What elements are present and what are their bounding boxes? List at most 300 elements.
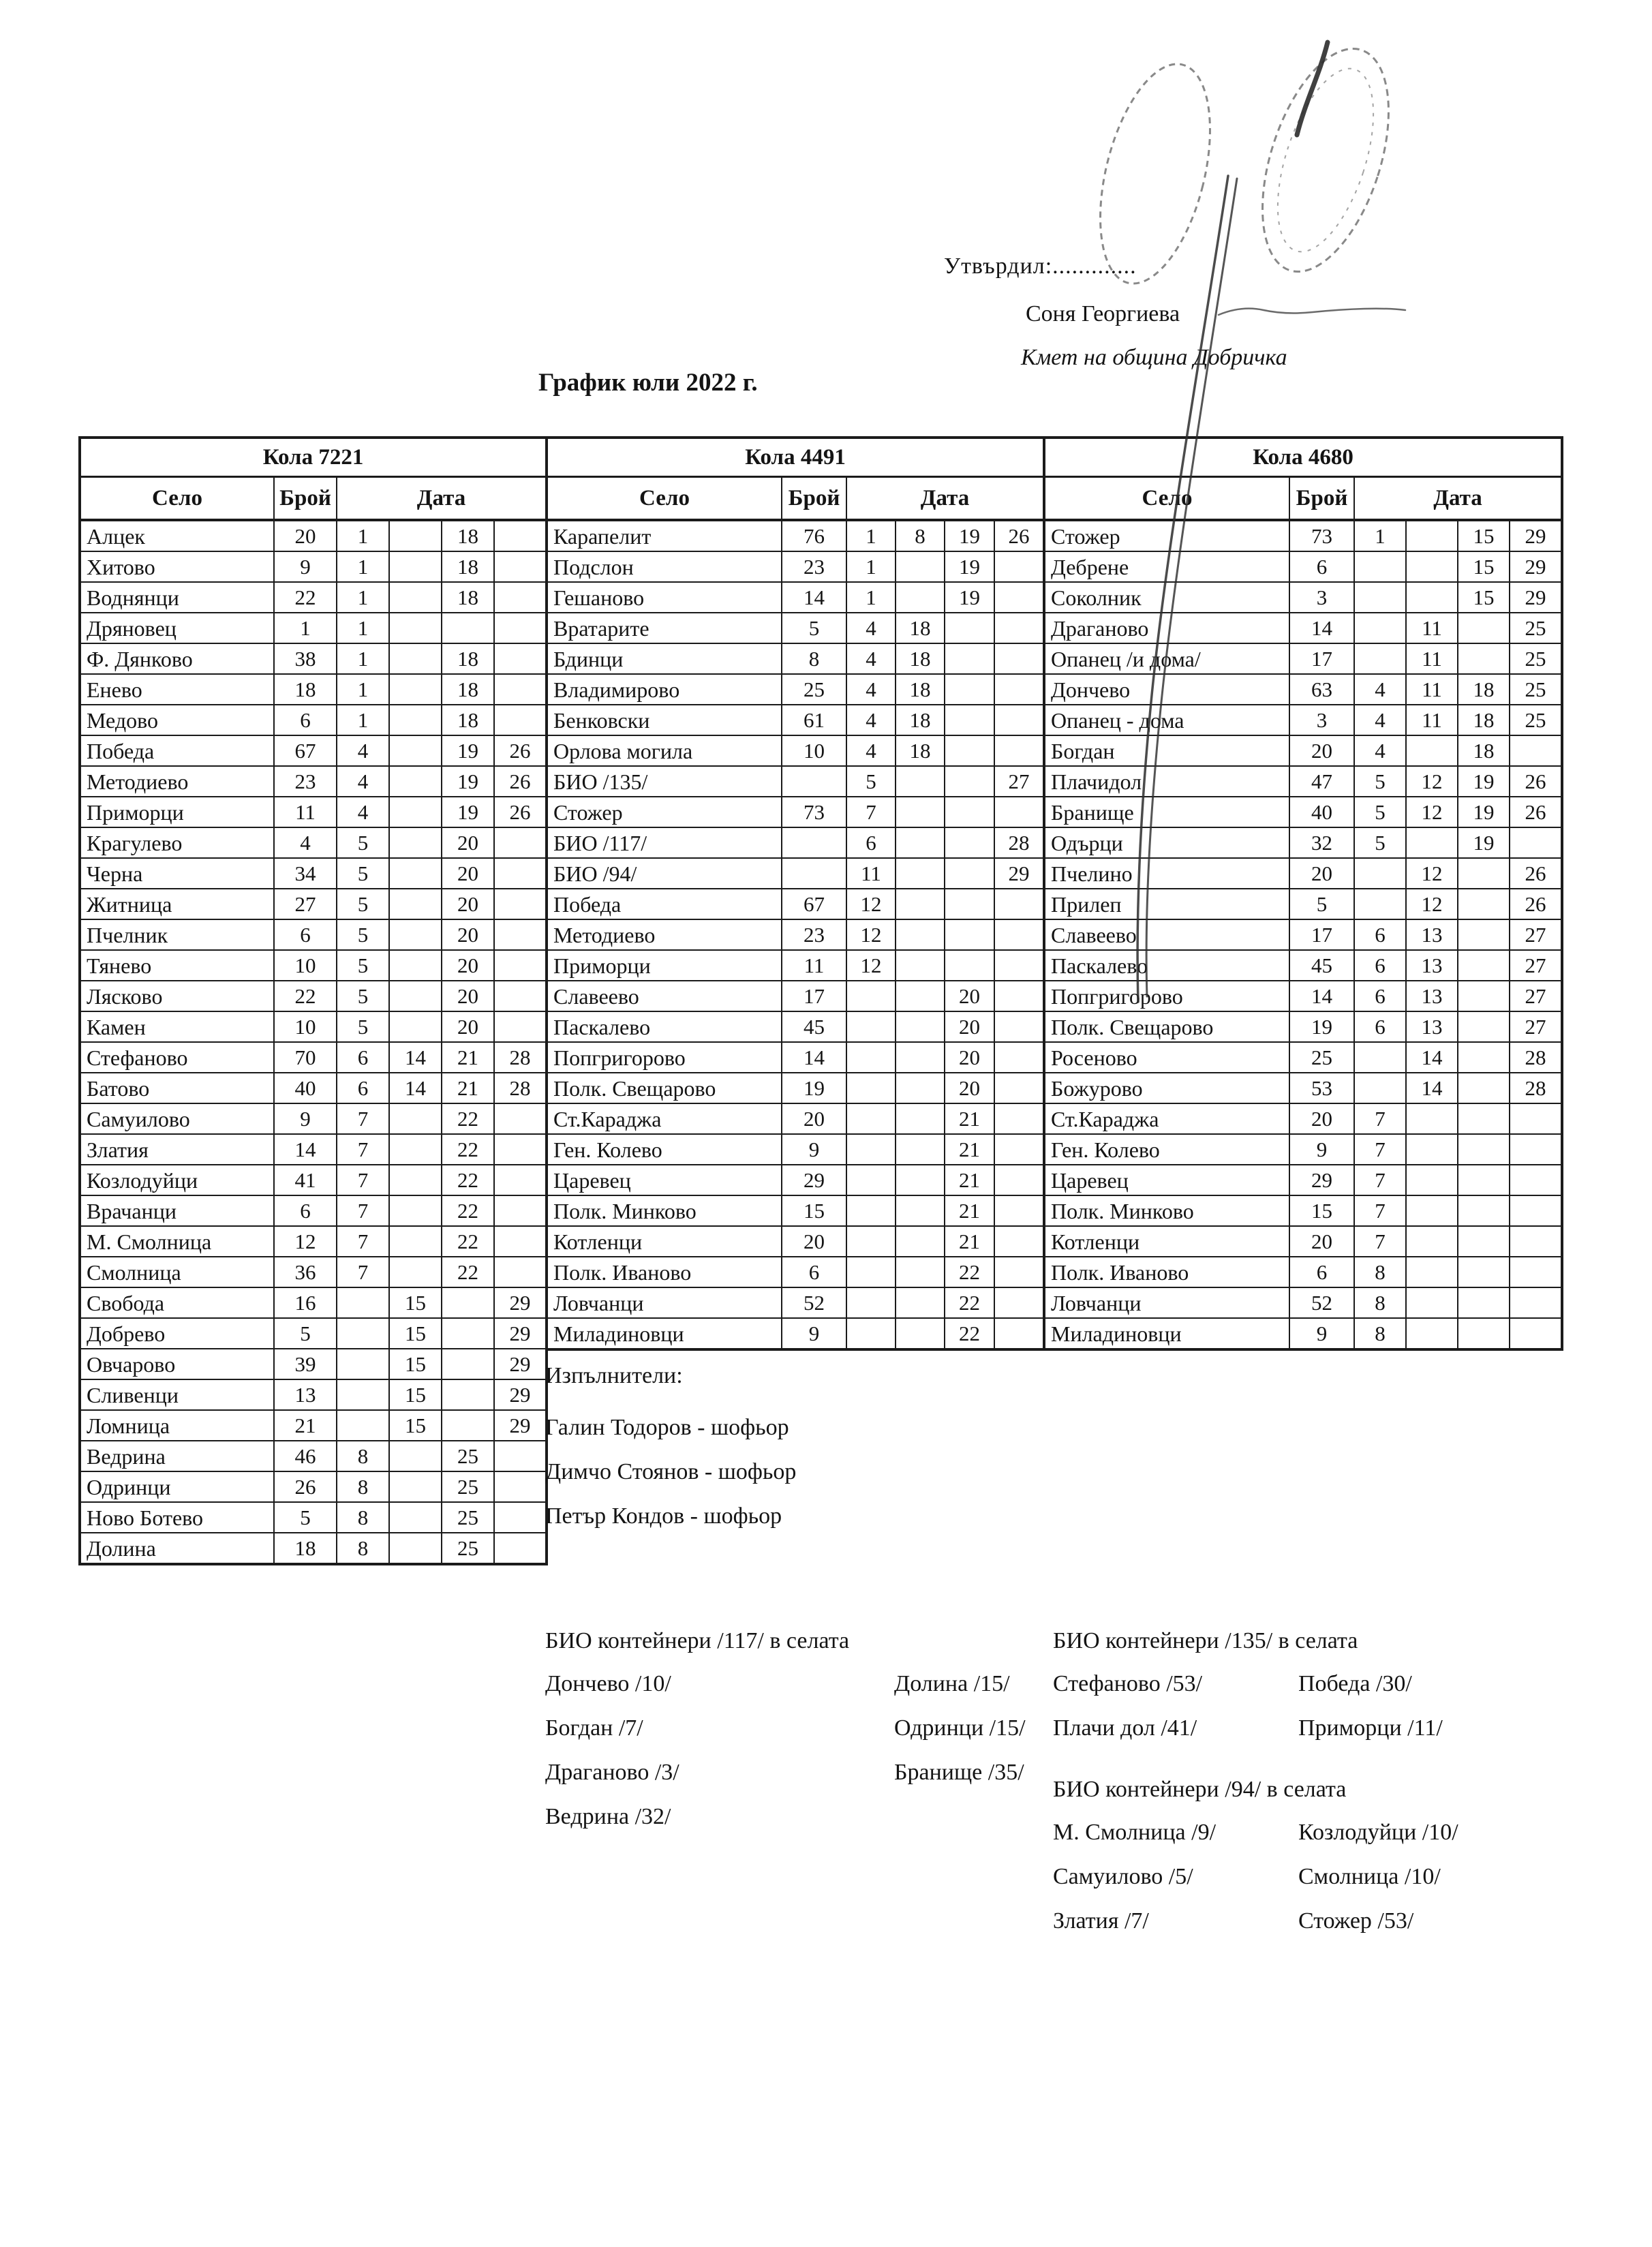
date-cell: [846, 1042, 896, 1073]
date-cell: [389, 551, 442, 582]
date-cell: 22: [442, 1165, 494, 1195]
count-cell: 27: [274, 889, 337, 919]
date-cell: [1458, 1134, 1510, 1165]
date-cell: 25: [1510, 705, 1562, 735]
table-row: [547, 1226, 1044, 1257]
count-cell: 9: [274, 551, 337, 582]
village-cell: Ловчанци: [547, 1287, 782, 1318]
bio-column: [1053, 1810, 1298, 1943]
table-row: [1044, 919, 1562, 950]
village-cell: Опанец /и дома/: [1044, 643, 1289, 674]
car-table-7221: [78, 436, 548, 1565]
date-cell: [1354, 1042, 1406, 1073]
date-cell: 15: [1458, 520, 1510, 551]
date-cell: [1458, 1257, 1510, 1287]
date-cell: [494, 1257, 547, 1287]
date-cell: 21: [945, 1226, 994, 1257]
count-cell: 20: [274, 520, 337, 551]
date-cell: 5: [337, 919, 389, 950]
village-cell: Миладиновци: [1044, 1318, 1289, 1349]
table-row: [1044, 735, 1562, 766]
village-cell: Миладиновци: [547, 1318, 782, 1349]
date-cell: [1458, 1195, 1510, 1226]
date-cell: 29: [1510, 520, 1562, 551]
table-row: [547, 889, 1044, 919]
date-cell: 28: [494, 1073, 547, 1103]
date-cell: [994, 1318, 1044, 1349]
village-cell: Енево: [80, 674, 274, 705]
date-cell: 6: [1354, 950, 1406, 981]
village-header: Село: [80, 477, 274, 521]
date-cell: [389, 520, 442, 551]
date-cell: [494, 643, 547, 674]
village-cell: Дряновец: [80, 613, 274, 643]
bio-column: [1298, 1662, 1443, 1750]
table-row: [80, 1349, 547, 1379]
count-cell: 12: [274, 1226, 337, 1257]
count-cell: 5: [782, 613, 846, 643]
date-cell: [337, 1410, 389, 1441]
date-cell: [389, 858, 442, 889]
date-cell: 21: [442, 1042, 494, 1073]
date-cell: 4: [846, 643, 896, 674]
date-cell: 25: [1510, 613, 1562, 643]
date-cell: 26: [994, 520, 1044, 551]
date-cell: 12: [846, 950, 896, 981]
date-cell: 7: [1354, 1103, 1406, 1134]
bio-section-heading: БИО контейнери /117/ в селата: [545, 1628, 850, 1653]
date-cell: 26: [494, 766, 547, 797]
date-cell: [389, 827, 442, 858]
date-cell: 11: [1406, 674, 1458, 705]
date-cell: [994, 735, 1044, 766]
date-cell: [1354, 613, 1406, 643]
date-cell: [389, 950, 442, 981]
approver-name: Соня Георгиева: [1026, 301, 1180, 326]
date-cell: [896, 1318, 945, 1349]
table-row: [1044, 1134, 1562, 1165]
village-cell: Паскалево: [1044, 950, 1289, 981]
village-cell: М. Смолница: [80, 1226, 274, 1257]
count-cell: 14: [1289, 981, 1354, 1011]
village-cell: Пчелино: [1044, 858, 1289, 889]
date-cell: 6: [1354, 919, 1406, 950]
count-cell: 40: [1289, 797, 1354, 827]
date-cell: [1458, 889, 1510, 919]
approval-label: Утвърдил:.............: [944, 254, 1137, 279]
date-cell: [1354, 582, 1406, 613]
count-header: Брой: [274, 477, 337, 521]
village-cell: Победа: [547, 889, 782, 919]
village-cell: Тянево: [80, 950, 274, 981]
count-cell: 14: [782, 582, 846, 613]
date-cell: [389, 643, 442, 674]
date-cell: 14: [1406, 1073, 1458, 1103]
village-cell: Одринци: [80, 1471, 274, 1502]
count-cell: 45: [1289, 950, 1354, 981]
table-row: [1044, 1287, 1562, 1318]
date-cell: [994, 613, 1044, 643]
village-cell: Подслон: [547, 551, 782, 582]
date-cell: [494, 981, 547, 1011]
date-cell: 13: [1406, 1011, 1458, 1042]
table-row: [80, 1287, 547, 1318]
date-cell: 12: [1406, 858, 1458, 889]
date-cell: 5: [337, 858, 389, 889]
bio-item: Одринци /15/: [894, 1715, 1026, 1741]
date-cell: 15: [389, 1287, 442, 1318]
bio-item: Стожер /53/: [1298, 1908, 1414, 1933]
date-cell: 18: [896, 643, 945, 674]
table-row: [547, 613, 1044, 643]
date-cell: 12: [1406, 889, 1458, 919]
table-row: [1044, 1073, 1562, 1103]
date-cell: 20: [945, 1042, 994, 1073]
village-cell: Приморци: [547, 950, 782, 981]
date-cell: 1: [337, 643, 389, 674]
date-cell: [896, 582, 945, 613]
count-cell: 10: [782, 735, 846, 766]
car-table-title: Кола 4680: [1044, 438, 1562, 477]
count-cell: 23: [274, 766, 337, 797]
village-cell: Паскалево: [547, 1011, 782, 1042]
table-row: [547, 1318, 1044, 1349]
date-cell: [1510, 1103, 1562, 1134]
date-cell: [994, 1226, 1044, 1257]
table-row: [80, 1502, 547, 1533]
count-cell: 52: [782, 1287, 846, 1318]
date-cell: 1: [1354, 520, 1406, 551]
date-cell: [494, 520, 547, 551]
date-cell: [389, 766, 442, 797]
date-cell: [945, 827, 994, 858]
date-cell: [994, 1287, 1044, 1318]
date-cell: [494, 582, 547, 613]
date-cell: 7: [337, 1103, 389, 1134]
date-cell: 20: [945, 1011, 994, 1042]
date-cell: 8: [1354, 1257, 1406, 1287]
bio-item: М. Смолница /9/: [1053, 1820, 1217, 1845]
date-cell: 11: [1406, 613, 1458, 643]
date-cell: [389, 1502, 442, 1533]
count-cell: 47: [1289, 766, 1354, 797]
date-cell: 28: [1510, 1073, 1562, 1103]
date-cell: [896, 766, 945, 797]
count-cell: 29: [782, 1165, 846, 1195]
date-cell: [389, 1103, 442, 1134]
date-cell: [494, 1441, 547, 1471]
bio-section-heading: БИО контейнери /135/ в селата: [1053, 1628, 1358, 1653]
date-cell: [994, 1134, 1044, 1165]
date-cell: [442, 1318, 494, 1349]
date-cell: 4: [1354, 674, 1406, 705]
count-cell: 76: [782, 520, 846, 551]
date-cell: 25: [1510, 674, 1562, 705]
date-cell: 20: [945, 1073, 994, 1103]
date-cell: [945, 766, 994, 797]
date-cell: [1458, 1042, 1510, 1073]
date-header: Дата: [337, 477, 547, 521]
date-cell: [1510, 827, 1562, 858]
village-cell: Попгригорово: [1044, 981, 1289, 1011]
date-cell: 8: [337, 1441, 389, 1471]
date-cell: [1510, 1195, 1562, 1226]
village-cell: Методиево: [80, 766, 274, 797]
date-cell: 19: [1458, 797, 1510, 827]
count-cell: 11: [782, 950, 846, 981]
date-cell: [494, 1226, 547, 1257]
village-cell: Батово: [80, 1073, 274, 1103]
table-row: [1044, 766, 1562, 797]
count-cell: 20: [782, 1226, 846, 1257]
village-cell: БИО /94/: [547, 858, 782, 889]
date-cell: [846, 1195, 896, 1226]
count-cell: 17: [1289, 919, 1354, 950]
date-cell: 25: [1510, 643, 1562, 674]
count-cell: 15: [782, 1195, 846, 1226]
date-cell: 12: [1406, 766, 1458, 797]
date-cell: 20: [442, 1011, 494, 1042]
village-cell: Ст.Караджа: [547, 1103, 782, 1134]
table-row: [1044, 981, 1562, 1011]
date-cell: [994, 1073, 1044, 1103]
table-row: [80, 797, 547, 827]
count-cell: 34: [274, 858, 337, 889]
count-header: Брой: [1289, 477, 1354, 521]
count-cell: 6: [274, 705, 337, 735]
table-row: [80, 1318, 547, 1349]
date-cell: [1458, 1011, 1510, 1042]
village-cell: Камен: [80, 1011, 274, 1042]
date-cell: [1458, 981, 1510, 1011]
date-cell: 1: [337, 551, 389, 582]
date-cell: [337, 1318, 389, 1349]
date-cell: 18: [442, 551, 494, 582]
count-cell: 5: [1289, 889, 1354, 919]
date-cell: 29: [494, 1379, 547, 1410]
village-cell: Ген. Колево: [547, 1134, 782, 1165]
date-cell: 28: [494, 1042, 547, 1073]
date-cell: 5: [1354, 797, 1406, 827]
date-cell: 25: [442, 1502, 494, 1533]
date-cell: [1406, 1287, 1458, 1318]
date-cell: 21: [945, 1195, 994, 1226]
bio-item: Стефаново /53/: [1053, 1671, 1203, 1696]
count-cell: 63: [1289, 674, 1354, 705]
date-cell: 19: [442, 766, 494, 797]
village-cell: Стожер: [1044, 520, 1289, 551]
date-cell: 4: [1354, 735, 1406, 766]
table-row: [547, 1287, 1044, 1318]
count-cell: 4: [274, 827, 337, 858]
village-header: Село: [547, 477, 782, 521]
village-cell: Драганово: [1044, 613, 1289, 643]
count-cell: 52: [1289, 1287, 1354, 1318]
date-cell: 26: [1510, 858, 1562, 889]
table-row: [1044, 950, 1562, 981]
bio-item: Ведрина /32/: [545, 1804, 671, 1829]
date-cell: 26: [494, 735, 547, 766]
date-cell: [494, 919, 547, 950]
village-cell: Смолница: [80, 1257, 274, 1287]
date-cell: 1: [846, 520, 896, 551]
date-cell: [389, 582, 442, 613]
date-cell: [1458, 919, 1510, 950]
count-cell: 26: [274, 1471, 337, 1502]
count-cell: 13: [274, 1379, 337, 1410]
village-cell: Лясково: [80, 981, 274, 1011]
date-cell: 28: [1510, 1042, 1562, 1073]
date-cell: 8: [337, 1471, 389, 1502]
date-cell: [494, 674, 547, 705]
bio-column: [1298, 1810, 1458, 1943]
village-cell: Полк. Свещарово: [1044, 1011, 1289, 1042]
date-cell: 22: [945, 1287, 994, 1318]
date-cell: 5: [337, 889, 389, 919]
count-cell: 9: [782, 1134, 846, 1165]
date-cell: 22: [442, 1226, 494, 1257]
table-row: [547, 551, 1044, 582]
date-cell: [994, 1011, 1044, 1042]
date-cell: [896, 1226, 945, 1257]
date-cell: [1458, 1073, 1510, 1103]
date-cell: 25: [442, 1441, 494, 1471]
date-cell: 29: [494, 1287, 547, 1318]
date-cell: [389, 919, 442, 950]
date-cell: 8: [896, 520, 945, 551]
date-cell: [1406, 735, 1458, 766]
table-row: [80, 1226, 547, 1257]
count-cell: 67: [274, 735, 337, 766]
date-cell: 29: [494, 1410, 547, 1441]
bio-item: Приморци /11/: [1298, 1715, 1443, 1741]
date-cell: 25: [442, 1533, 494, 1564]
village-cell: Козлодуйци: [80, 1165, 274, 1195]
date-cell: 6: [337, 1073, 389, 1103]
date-cell: [1406, 1134, 1458, 1165]
date-cell: [896, 889, 945, 919]
date-cell: [337, 1287, 389, 1318]
date-cell: 29: [1510, 582, 1562, 613]
stamp-outline-right: [1238, 33, 1413, 288]
village-cell: Златия: [80, 1134, 274, 1165]
date-cell: 20: [442, 889, 494, 919]
village-cell: Полк. Свещарово: [547, 1073, 782, 1103]
date-cell: [1458, 1226, 1510, 1257]
table-row: [547, 1073, 1044, 1103]
village-header: Село: [1044, 477, 1289, 521]
date-cell: 1: [846, 582, 896, 613]
date-cell: 8: [337, 1502, 389, 1533]
date-cell: 22: [442, 1103, 494, 1134]
date-cell: 26: [1510, 766, 1562, 797]
table-row: [80, 827, 547, 858]
count-cell: 10: [274, 1011, 337, 1042]
table-row: [1044, 1257, 1562, 1287]
count-cell: 9: [1289, 1134, 1354, 1165]
count-cell: 20: [1289, 735, 1354, 766]
approver-title: Кмет на община Добричка: [1021, 345, 1287, 370]
village-cell: Одърци: [1044, 827, 1289, 858]
village-cell: Ломница: [80, 1410, 274, 1441]
count-cell: 22: [274, 981, 337, 1011]
date-cell: 1: [337, 705, 389, 735]
date-cell: [1406, 1318, 1458, 1349]
date-cell: 4: [337, 735, 389, 766]
table-row: [1044, 1318, 1562, 1349]
table-row: [1044, 1226, 1562, 1257]
table-row: [547, 950, 1044, 981]
date-cell: [1458, 1287, 1510, 1318]
count-cell: 22: [274, 582, 337, 613]
date-cell: 20: [442, 981, 494, 1011]
date-cell: [896, 919, 945, 950]
table-row: [547, 735, 1044, 766]
date-cell: [389, 1226, 442, 1257]
date-cell: 15: [1458, 551, 1510, 582]
village-cell: БИО /117/: [547, 827, 782, 858]
date-cell: 27: [994, 766, 1044, 797]
count-cell: 16: [274, 1287, 337, 1318]
date-cell: [846, 1103, 896, 1134]
table-row: [80, 1165, 547, 1195]
village-cell: Ген. Колево: [1044, 1134, 1289, 1165]
count-cell: 38: [274, 643, 337, 674]
date-cell: 11: [846, 858, 896, 889]
table-row: [1044, 674, 1562, 705]
bio-section-94: [1053, 1769, 1458, 1943]
date-cell: 5: [337, 950, 389, 981]
date-cell: [945, 735, 994, 766]
date-cell: [945, 858, 994, 889]
count-cell: [782, 827, 846, 858]
village-cell: Стожер: [547, 797, 782, 827]
date-cell: [1406, 520, 1458, 551]
village-cell: Ловчанци: [1044, 1287, 1289, 1318]
date-cell: [1406, 1165, 1458, 1195]
date-cell: [494, 1011, 547, 1042]
date-cell: [1458, 613, 1510, 643]
date-cell: 6: [1354, 981, 1406, 1011]
date-cell: 7: [1354, 1165, 1406, 1195]
date-cell: [1458, 858, 1510, 889]
date-cell: 11: [1406, 643, 1458, 674]
executor-item: Петър Кондов - шофьор: [545, 1503, 782, 1529]
date-cell: 7: [337, 1134, 389, 1165]
date-cell: 19: [1458, 766, 1510, 797]
bio-item: Смолница /10/: [1298, 1864, 1441, 1889]
date-cell: [945, 919, 994, 950]
date-cell: [994, 1257, 1044, 1287]
date-cell: 27: [1510, 919, 1562, 950]
village-cell: Орлова могила: [547, 735, 782, 766]
table-row: [80, 1073, 547, 1103]
count-cell: 11: [274, 797, 337, 827]
date-cell: 6: [337, 1042, 389, 1073]
date-cell: 27: [1510, 981, 1562, 1011]
date-cell: [896, 827, 945, 858]
count-cell: 14: [1289, 613, 1354, 643]
date-cell: [846, 1226, 896, 1257]
date-cell: [494, 1471, 547, 1502]
table-row: [1044, 520, 1562, 551]
date-cell: 18: [1458, 674, 1510, 705]
car-table-4491: [545, 436, 1045, 1351]
count-cell: 25: [782, 674, 846, 705]
table-row: [80, 1042, 547, 1073]
date-cell: [1354, 858, 1406, 889]
date-cell: 22: [945, 1318, 994, 1349]
